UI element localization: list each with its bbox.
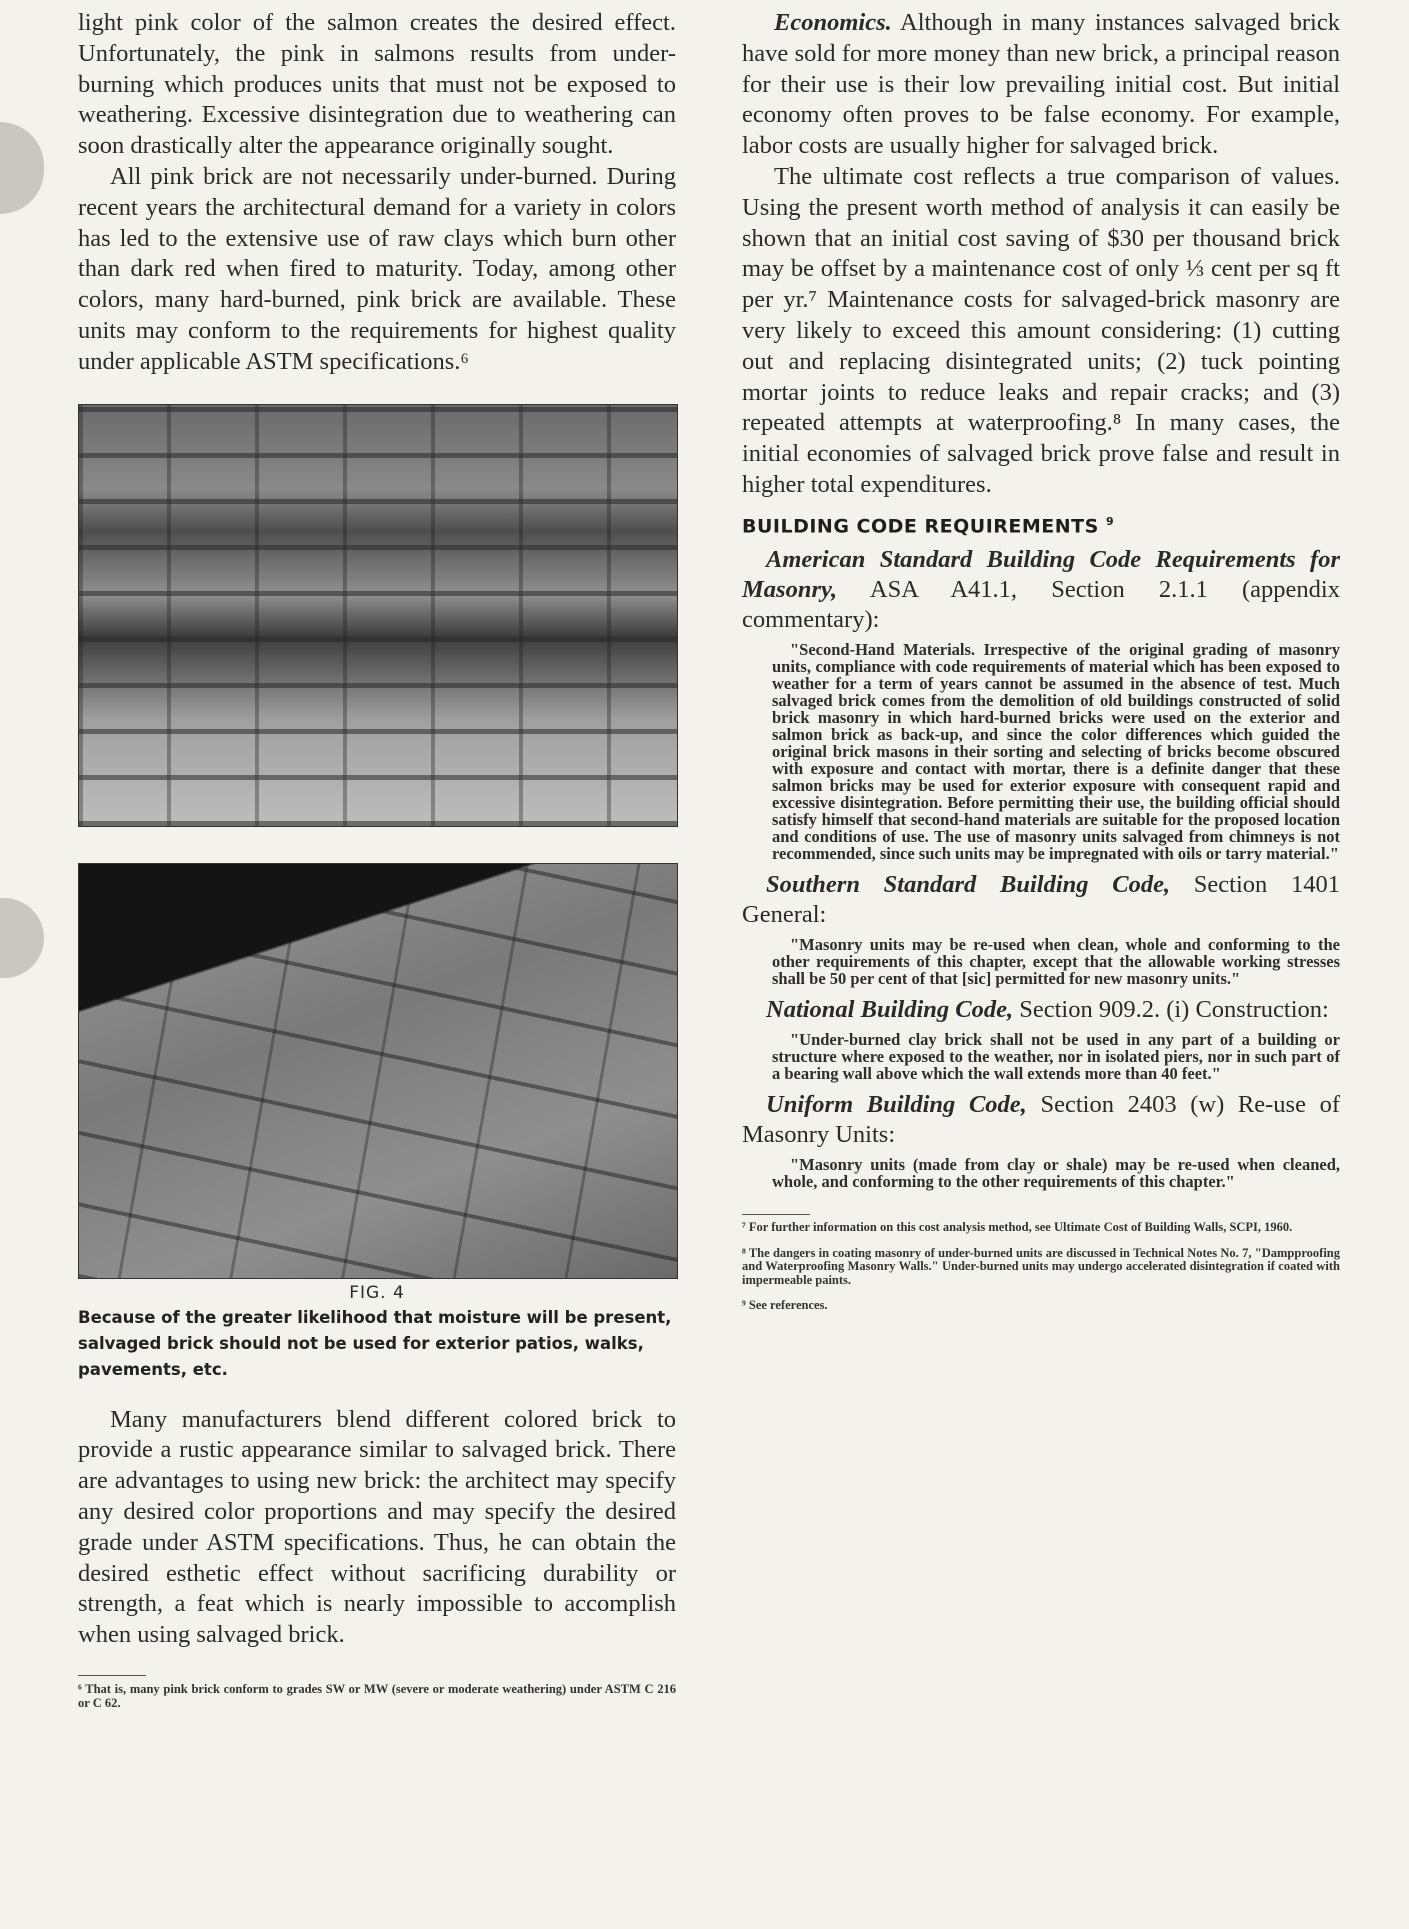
left-paragraph-3: Many manufacturers blend different colored brick to provide a rustic appearance similar to salvaged brick. There are advantages to using new brick: the architect may specify any desired color proportions and may specify the desired grade under ASTM specifications. Thus, he can obtain the desired esthetic effect without sacrificing durability or strength, a feat which is nearly impossible to accomplish when using salvaged brick. bbox=[78, 1405, 676, 1649]
section-heading-text: BUILDING CODE REQUIREMENTS bbox=[742, 515, 1099, 538]
brick-wall-photo bbox=[78, 404, 678, 827]
binder-hole-top bbox=[0, 122, 44, 214]
economics-title: Economics. bbox=[774, 9, 892, 36]
code-ref: Section 2403 (w) Re-use of Masonry Units: bbox=[742, 1091, 1341, 1149]
code-quote-asa: "Second-Hand Materials. Irrespective of the original grading of masonry units, compliance with code requirements of material which has been exposed to weather for a term of years cannot be assumed in the absence of test. Much salvaged brick comes from the demolition of old buildings constructed of solid brick masonry in which hard-burned bricks were used on the exterior and salmon brick as back-up, and since the color differences which guided the original brick masons in their sorting and selecting of bricks become obscured with exposure and contact with mortar, there is a definite danger that these salmon bricks may be used for exterior exposure with consequent rapid and excessive disintegration. Before permitting their use, the building official should satisfy himself that second-hand materials are suitable for the proposed location and conditions of use. The use of masonry units salvaged from chimneys is not recommended, since such units may be impregnated with oils or tarry material." bbox=[772, 640, 1340, 864]
section-ref: 9 bbox=[1105, 514, 1115, 528]
right-paragraph-2: The ultimate cost reflects a true comparison of values. Using the present worth method of analysis it can easily be shown that an initial cost saving of $30 per thousand brick may be offset by a maintenance cost of only ⅓ cent per sq ft per yr.⁷ Maintenance costs for salvaged-brick masonry are very likely to exceed this amount considering: (1) cutting out and replacing disintegrated units; (2) tuck pointing mortar joints to reduce leaks and repair cracks; and (3) repeated attempts at waterproofing.⁸ In many cases, the initial economies of salvaged brick prove false and result in higher total expenditures. bbox=[742, 162, 1340, 498]
figure-label: FIG. 4 bbox=[349, 1282, 405, 1303]
section-heading bbox=[742, 515, 1340, 537]
code-title: Southern Standard Building Code, bbox=[766, 871, 1171, 899]
binder-hole-middle bbox=[0, 898, 44, 978]
code-ref: ASA A41.1, Section 2.1.1 (appendix commentary): bbox=[742, 576, 1340, 634]
photo-shadow bbox=[79, 864, 677, 1278]
footnote-divider bbox=[78, 1675, 146, 1676]
footnote-8: ⁸ The dangers in coating masonry of under-burned units are discussed in Technical Notes No. 7, "Dampproofing and Waterproofing Masonry Walls." Under-burned units may undergo accelerated disintegration if coated with impermeable paints. bbox=[742, 1245, 1340, 1287]
code-ref: Section 909.2. (i) Construction: bbox=[1019, 996, 1329, 1024]
figure-caption: Because of the greater likelihood that moisture will be present, salvaged brick should not be used for exterior patios, walks, pavements, etc. bbox=[78, 1307, 672, 1379]
code-heading-southern bbox=[742, 870, 1340, 930]
left-paragraph-2: All pink brick are not necessarily under-burned. During recent years the architectural demand for a variety in colors has led to the extensive use of raw clays which burn other than dark red when fired to maturity. Today, among other colors, many hard-burned, pink brick are available. These units may conform to the requirements for highest quality under applicable ASTM specifications.⁶ bbox=[78, 162, 676, 375]
left-paragraph-1: light pink color of the salmon creates the desired effect. Unfortunately, the pink in salmons results from under-burning which produces units that must not be exposed to weathering. Excessive disintegration due to weathering can soon drastically alter the appearance originally sought. bbox=[78, 9, 676, 160]
code-heading-uniform bbox=[742, 1090, 1340, 1150]
footnote-divider bbox=[742, 1214, 810, 1215]
footnote-7: ⁷ For further information on this cost analysis method, see Ultimate Cost of Building Walls, SCPI, 1960. bbox=[742, 1220, 1293, 1235]
code-title: Uniform Building Code, bbox=[766, 1091, 1027, 1119]
left-column bbox=[78, 8, 676, 1710]
brick-pavement-photo bbox=[78, 863, 678, 1279]
economics-paragraph bbox=[742, 8, 1340, 162]
footnote-9: ⁹ See references. bbox=[742, 1298, 828, 1313]
footnote-6: ⁶ That is, many pink brick conform to grades SW or MW (severe or moderate weathering) under ASTM C 216 or C 62. bbox=[78, 1681, 676, 1710]
code-quote-uniform: "Masonry units (made from clay or shale) may be re-used when cleaned, whole, and conforming to the other requirements of this chapter." bbox=[772, 1155, 1340, 1192]
code-heading-national bbox=[742, 995, 1340, 1025]
code-ref: Section 1401 General: bbox=[742, 871, 1340, 929]
code-quote-southern: "Masonry units may be re-used when clean, whole and conforming to the other requirements of this chapter, except that the allowable working stresses shall be 50 per cent of that [sic] permitted for new masonry units." bbox=[772, 935, 1340, 989]
code-heading-asa bbox=[742, 545, 1340, 635]
code-title: American Standard Building Code Requirements for Masonry, bbox=[742, 546, 1340, 604]
right-column bbox=[742, 8, 1340, 1313]
code-quote-national: "Under-burned clay brick shall not be used in any part of a building or structure where exposed to the weather, nor in isolated piers, nor in such part of a bearing wall above which the wall extends more than 40 feet." bbox=[772, 1030, 1340, 1084]
code-title: National Building Code, bbox=[766, 996, 1014, 1024]
economics-text: Although in many instances salvaged brick have sold for more money than new brick, a principal reason for their use is their low prevailing initial cost. But initial economy often proves to be false economy. For example, labor costs are usually higher for salvaged brick. bbox=[742, 9, 1340, 160]
